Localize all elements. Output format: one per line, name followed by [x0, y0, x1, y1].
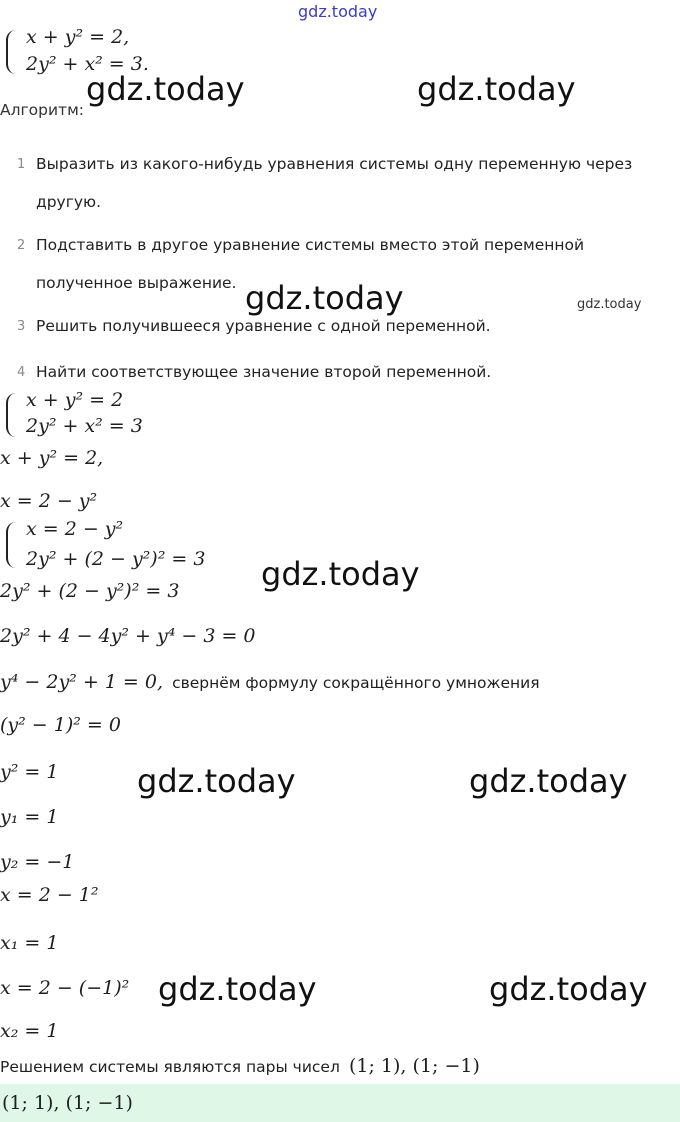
answer-value: (1; 1), (1; −1) — [2, 1092, 133, 1114]
system-brace — [6, 522, 18, 568]
equation-line: x₁ = 1 — [0, 932, 59, 954]
system3-eq2: 2y² + (2 − y²)² = 3 — [26, 548, 206, 570]
equation-line: 2y² + 4 − 4y² + y⁴ − 3 = 0 — [0, 625, 256, 647]
watermark-top: gdz.today — [298, 2, 378, 21]
equation-line: x = 2 − 1² — [0, 884, 99, 906]
step-number: 1 — [17, 157, 26, 172]
equation-line: x₂ = 1 — [0, 1020, 59, 1042]
step-number: 3 — [17, 319, 26, 334]
equation-line: x + y² = 2, — [0, 447, 104, 469]
step-text: Подставить в другое уравнение системы вместо этой переменной полученное выражение. — [36, 236, 585, 292]
watermark: gdz.today — [86, 70, 245, 108]
algorithm-title: Алгоритм: — [0, 101, 84, 119]
watermark: gdz.today — [158, 970, 317, 1008]
equation-line: y₂ = −1 — [0, 851, 75, 873]
system-brace — [6, 393, 18, 437]
answer-box — [0, 1084, 680, 1122]
system1-eq1: x + y² = 2, — [26, 26, 130, 48]
equation-line: x = 2 − (−1)² — [0, 977, 130, 999]
watermark: gdz.today — [261, 555, 420, 593]
watermark-small: gdz.today — [577, 297, 642, 312]
system2-eq2: 2y² + x² = 3 — [26, 415, 143, 437]
solution-pairs: (1; 1), (1; −1) — [348, 1055, 480, 1077]
watermark: gdz.today — [245, 279, 404, 317]
equation-line: 2y² + (2 − y²)² = 3 — [0, 580, 180, 602]
equation-line: x = 2 − y² — [0, 490, 98, 512]
system3-eq1: x = 2 − y² — [26, 518, 124, 540]
watermark: gdz.today — [137, 762, 296, 800]
system1-eq2: 2y² + x² = 3. — [26, 53, 149, 75]
equation-note: свернём формулу сокращённого умножения — [172, 674, 540, 692]
equation-line: y₁ = 1 — [0, 806, 59, 828]
step-text: Выразить из какого-нибудь уравнения системы одну переменную через другую. — [36, 155, 633, 211]
watermark: gdz.today — [489, 970, 648, 1008]
step-number: 2 — [17, 238, 26, 253]
system2-eq1: x + y² = 2 — [26, 389, 124, 411]
step-text: Решить получившееся уравнение с одной переменной. — [36, 317, 491, 335]
equation-line: (y² − 1)² = 0 — [0, 714, 121, 736]
solution-line — [0, 1055, 480, 1077]
equation-with-note — [0, 671, 540, 693]
equation-math: y⁴ − 2y² + 1 = 0, — [0, 671, 164, 693]
step-text: Найти соответствующее значение второй переменной. — [36, 363, 492, 381]
watermark: gdz.today — [417, 70, 576, 108]
solution-text: Решением системы являются пары чисел — [0, 1058, 340, 1076]
system-brace — [6, 30, 18, 74]
watermark: gdz.today — [469, 762, 628, 800]
equation-line: y² = 1 — [0, 761, 59, 783]
step-number: 4 — [17, 365, 26, 380]
